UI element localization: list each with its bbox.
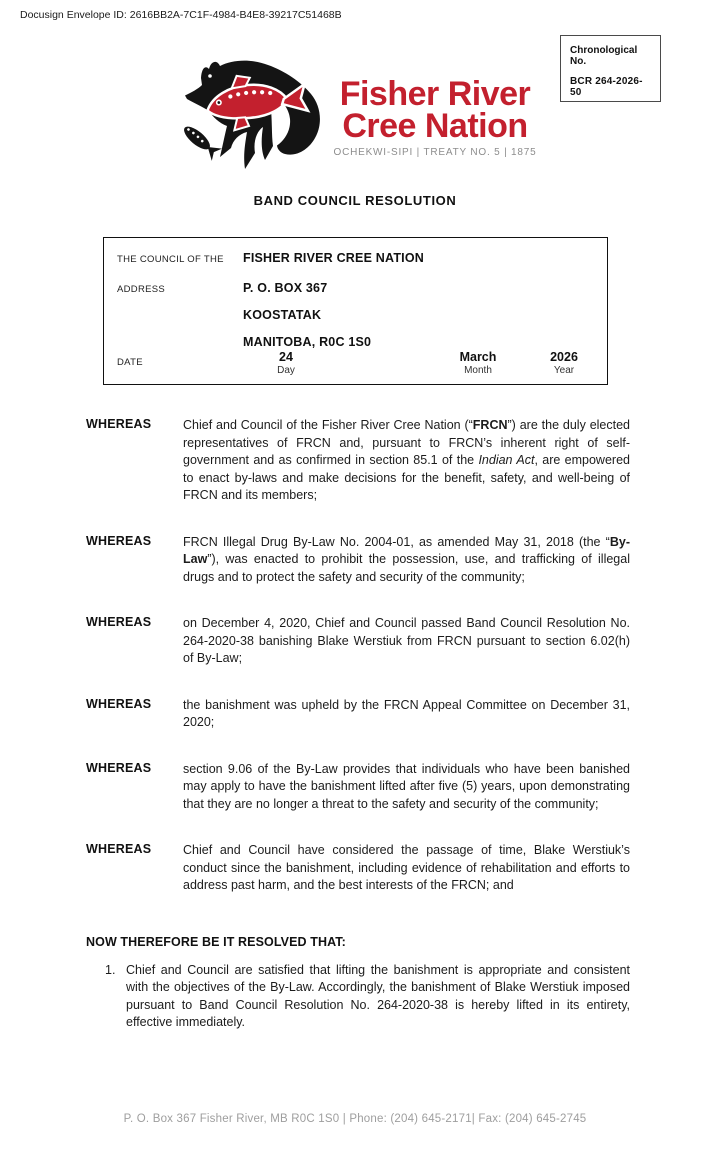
date-month-column bbox=[441, 350, 515, 376]
resolution-body bbox=[86, 417, 630, 1032]
logo-title-line1: Fisher River bbox=[339, 75, 531, 113]
whereas-text: section 9.06 of the By-Law provides that individuals who have been banished may apply to have the banishment lifted after five (5) years, upon demonstrating that they are no longer a threat to the safety and security of the community; bbox=[183, 761, 630, 811]
document-title: BAND COUNCIL RESOLUTION bbox=[253, 193, 457, 208]
chronological-number-label: Chronological No. bbox=[570, 45, 638, 67]
chronological-number-value: BCR 264-2026-50 bbox=[570, 76, 643, 98]
date-year-value: 2026 bbox=[550, 350, 578, 364]
whereas-label: WHEREAS bbox=[86, 760, 152, 775]
logo-tagline: OCHEKWI-SIPI | TREATY NO. 5 | 1875 bbox=[333, 147, 537, 158]
date-year-column bbox=[527, 350, 601, 376]
whereas-clause bbox=[86, 842, 630, 895]
page-footer-contact: P. O. Box 367 Fisher River, MB R0C 1S0 | Phone: (204) 645-2171| Fax: (204) 645-2745 bbox=[123, 1113, 587, 1125]
resolved-items-section bbox=[86, 962, 630, 1032]
logo-wordmark bbox=[333, 75, 537, 158]
whereas-label: WHEREAS bbox=[86, 533, 152, 548]
whereas-section bbox=[86, 417, 630, 895]
date-month-value: March bbox=[459, 350, 497, 364]
whereas-text: Chief and Council of the Fisher River Cree Nation (“FRCN”) are the duly elected representatives of FRCN and, pursuant to FRCN’s inherent right of self-government and as confirmed in section 85.1 of the Indian Act, are empowered to enact by-laws and make decisions for the benefit, safety, and well-being of FRCN and its members; bbox=[183, 418, 630, 502]
whereas-text: Chief and Council have considered the passage of time, Blake Werstiuk’s conduct since the banishment, including evidence of rehabilitation and efforts to address past harm, and the best interests of the FRCN; and bbox=[183, 843, 630, 892]
council-name-value: FISHER RIVER CREE NATION bbox=[243, 251, 424, 265]
address-line-1: P. O. BOX 367 bbox=[243, 281, 328, 295]
date-label: DATE bbox=[117, 357, 143, 368]
docusign-envelope-id: Docusign Envelope ID: 2616BB2A-7C1F-4984-B4E8-39217C51468B bbox=[20, 9, 342, 21]
date-year-caption: Year bbox=[553, 365, 575, 376]
whereas-label: WHEREAS bbox=[86, 615, 152, 629]
address-label: ADDRESS bbox=[117, 284, 166, 295]
date-day-value: 24 bbox=[279, 350, 293, 364]
small-black-fish bbox=[180, 122, 222, 161]
date-month-caption: Month bbox=[464, 365, 492, 376]
whereas-text: FRCN Illegal Drug By-Law No. 2004-01, as amended May 31, 2018 (the “By-Law”), was enacted to prohibit the possession, use, and trafficking of illegal drugs and to protect the safety and security of the community; bbox=[183, 534, 630, 584]
date-day-caption: Day bbox=[277, 365, 295, 376]
fisher-animal-logo-icon bbox=[173, 56, 323, 180]
whereas-label: WHEREAS bbox=[86, 696, 152, 711]
whereas-text: on December 4, 2020, Chief and Council passed Band Council Resolution No. 264-2020-38 banishing Blake Werstiuk from FRCN pursuant to section 6.02(h) of By-Law; bbox=[183, 616, 630, 665]
whereas-clause bbox=[86, 697, 630, 732]
council-of-the-label: THE COUNCIL OF THE bbox=[117, 254, 224, 265]
whereas-clause bbox=[86, 615, 630, 668]
resolved-item-text: Chief and Council are satisfied that lifting the banishment is appropriate and consistent with the objectives of the By-Law. Accordingly, the banishment of Blake Werstiuk imposed pursuant to Band Council Resolution No. 264-2020-38 is hereby lifted in its entirety, effective immediately. bbox=[126, 962, 630, 1029]
address-line-2: KOOSTATAK bbox=[243, 308, 322, 322]
whereas-text: the banishment was upheld by the FRCN Appeal Committee on December 31, 2020; bbox=[183, 697, 630, 729]
whereas-label: WHEREAS bbox=[86, 417, 152, 431]
whereas-clause bbox=[86, 761, 630, 814]
date-day-column bbox=[249, 350, 323, 376]
whereas-clause bbox=[86, 417, 630, 505]
council-info-box bbox=[103, 237, 608, 385]
resolved-item-number: 1. bbox=[105, 962, 116, 977]
organization-logo bbox=[0, 56, 710, 180]
logo-title-line2: Cree Nation bbox=[342, 107, 528, 145]
whereas-clause bbox=[86, 534, 630, 587]
resolved-heading: NOW THEREFORE BE IT RESOLVED THAT: bbox=[86, 934, 346, 949]
address-line-3: MANITOBA, R0C 1S0 bbox=[243, 335, 372, 349]
resolved-item bbox=[86, 962, 630, 1032]
whereas-label: WHEREAS bbox=[86, 842, 152, 856]
